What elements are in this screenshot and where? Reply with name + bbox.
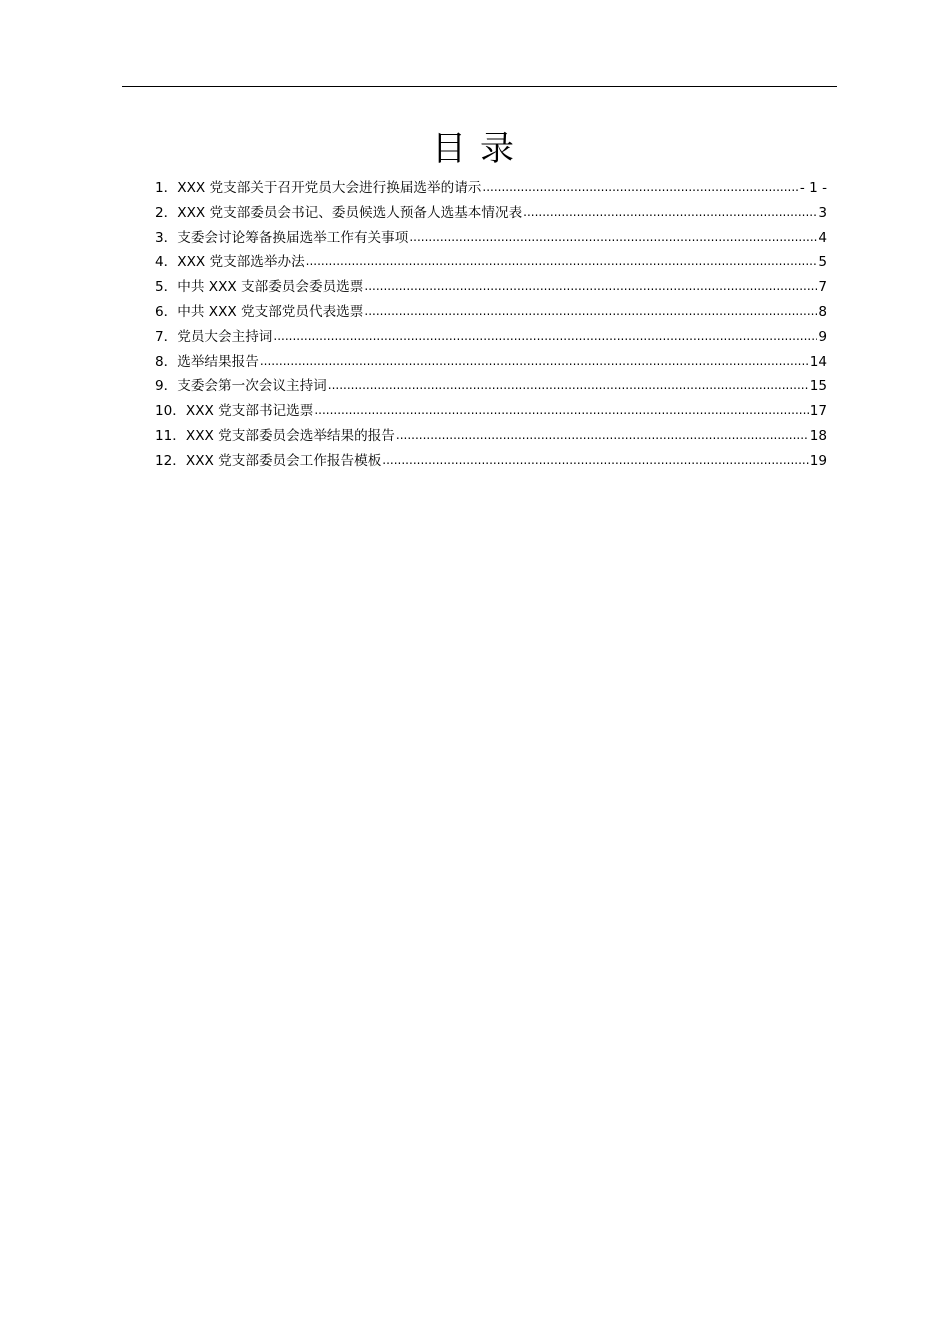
toc-entry-title: XXX 党支部选举办法 — [177, 254, 305, 271]
toc-entry-number: 6． — [155, 303, 178, 320]
toc-entry-8[interactable] — [155, 350, 827, 375]
toc-entry-7[interactable] — [155, 325, 827, 350]
toc-entry-title: 选举结果报告 — [177, 353, 259, 370]
toc-entry-page: 18 — [809, 427, 827, 444]
toc-entry-2[interactable] — [155, 201, 827, 226]
toc-entry-title: XXX 党支部委员会书记、委员候选人预备人选基本情况表 — [177, 204, 523, 221]
toc-entry-number: 12． — [155, 452, 186, 469]
toc-entry-title: 支委会讨论筹备换届选举工作有关事项 — [177, 229, 409, 246]
toc-entry-title: XXX 党支部委员会选举结果的报告 — [185, 427, 395, 444]
toc-entry-page: 7 — [818, 279, 827, 296]
toc-entry-number: 10． — [155, 403, 186, 420]
toc-dot-leader — [273, 324, 817, 349]
toc-entry-number: 1． — [155, 180, 178, 196]
toc-entry-page: 14 — [809, 353, 827, 370]
toc-entry-title: 党员大会主持词 — [177, 328, 273, 345]
toc-entry-number: 11． — [155, 427, 186, 444]
toc-entry-page: - 1 - — [799, 180, 827, 196]
toc-entry-number: 8． — [155, 353, 178, 370]
toc-entry-title: XXX 党支部书记选票 — [185, 403, 314, 420]
toc-entry-title: 中共 XXX 党支部党员代表选票 — [177, 303, 364, 320]
toc-entry-4[interactable] — [155, 250, 827, 275]
toc-dot-leader — [396, 423, 809, 448]
toc-entry-page: 8 — [818, 303, 827, 320]
toc-entry-page: 19 — [809, 452, 827, 469]
header-rule — [122, 86, 837, 87]
toc-dot-leader — [260, 349, 809, 374]
toc-entry-page: 15 — [809, 378, 827, 395]
toc-entry-5[interactable] — [155, 275, 827, 300]
toc-entry-number: 9． — [155, 378, 178, 395]
toc-entry-number: 3． — [155, 229, 178, 246]
toc-entry-page: 17 — [809, 403, 827, 420]
toc-dot-leader — [364, 274, 817, 299]
toc-dot-leader — [306, 249, 818, 274]
toc-dot-leader — [409, 225, 817, 250]
toc-entry-6[interactable] — [155, 300, 827, 325]
toc-entry-page: 3 — [818, 204, 827, 221]
toc-entry-number: 5． — [155, 279, 178, 296]
toc-entry-10[interactable] — [155, 399, 827, 424]
toc-entry-title: 支委会第一次会议主持词 — [177, 378, 327, 395]
toc-entry-number: 2． — [155, 204, 178, 221]
toc-entry-12[interactable] — [155, 449, 827, 474]
toc-dot-leader — [382, 448, 808, 473]
toc-dot-leader — [328, 373, 809, 398]
toc-entry-page: 5 — [818, 254, 827, 271]
toc-entry-page: 9 — [818, 328, 827, 345]
toc-entry-11[interactable] — [155, 424, 827, 449]
toc-entry-title: XXX 党支部关于召开党员大会进行换届选举的请示 — [177, 180, 482, 196]
toc-entry-number: 7． — [155, 328, 178, 345]
toc-entry-3[interactable] — [155, 226, 827, 251]
toc-entry-9[interactable] — [155, 374, 827, 399]
toc-entry-page: 4 — [818, 229, 827, 246]
toc-dot-leader — [314, 398, 808, 423]
toc-dot-leader — [523, 200, 817, 225]
toc-entry-title: 中共 XXX 支部委员会委员选票 — [177, 279, 364, 296]
toc-dot-leader — [482, 175, 799, 200]
toc-entry-number: 4． — [155, 254, 178, 271]
page-title: 目录 — [432, 129, 528, 169]
toc-entry-title: XXX 党支部委员会工作报告模板 — [185, 452, 382, 469]
table-of-contents — [155, 176, 827, 474]
toc-dot-leader — [364, 299, 817, 324]
toc-entry-1[interactable] — [155, 176, 827, 201]
